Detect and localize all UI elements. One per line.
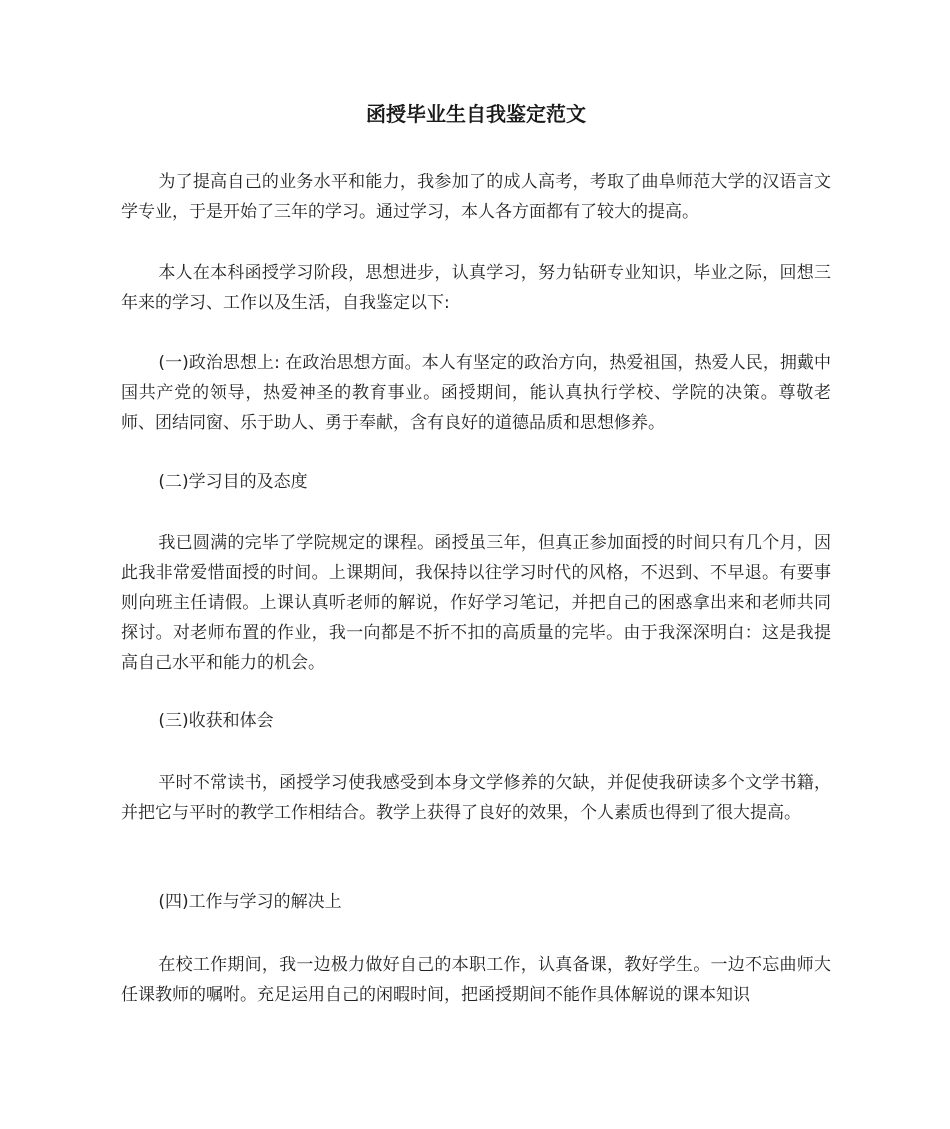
paragraph-intro: 为了提高自己的业务水平和能力，我参加了的成人高考，考取了曲阜师范大学的汉语言文学专业，于是开始了三年的学习。通过学习，本人各方面都有了较大的提高。	[121, 172, 831, 222]
document-title: 函授毕业生自我鉴定范文	[366, 102, 586, 126]
heading-work-study: (四)工作与学习的解决上	[158, 892, 342, 912]
heading-study-attitude: (二)学习目的及态度	[158, 472, 308, 492]
paragraph-gains: 平时不常读书，函授学习使我感受到本身文学修养的欠缺，并促使我研读多个文学书籍，并把它与平时的教学工作相结合。教学上获得了良好的效果，个人素质也得到了很大提高。	[121, 773, 831, 823]
heading-gains: (三)收获和体会	[158, 711, 274, 731]
paragraph-summary: 本人在本科函授学习阶段，思想进步，认真学习，努力钻研专业知识，毕业之际，回想三年来的学习、工作以及生活，自我鉴定以下:	[121, 263, 831, 313]
paragraph-work-study: 在校工作期间，我一边极力做好自己的本职工作，认真备课，教好学生。一边不忘曲师大任课教师的嘱咐。充足运用自己的闲暇时间，把函授期间不能作具体解说的课本知识	[121, 955, 831, 1005]
paragraph-study-attitude: 我已圆满的完毕了学院规定的课程。函授虽三年，但真正参加面授的时间只有几个月，因此我非常爱惜面授的时间。上课期间，我保持以往学习时代的风格，不迟到、不早退。有要事则向班主任请假。上课认真听老师的解说，作好学习笔记，并把自己的困惑拿出来和老师共同探讨。对老师布置的作业，我一向都是不折不扣的高质量的完毕。由于我深深明白：这是我提高自己水平和能力的机会。	[121, 533, 831, 673]
paragraph-politics: (一)政治思想上: 在政治思想方面。本人有坚定的政治方向，热爱祖国，热爱人民，拥戴中国共产党的领导，热爱神圣的教育事业。函授期间，能认真执行学校、学院的决策。尊敬老师、团结同窗、乐于助人、勇于奉献，含有良好的道德品质和思想修养。	[121, 353, 831, 433]
